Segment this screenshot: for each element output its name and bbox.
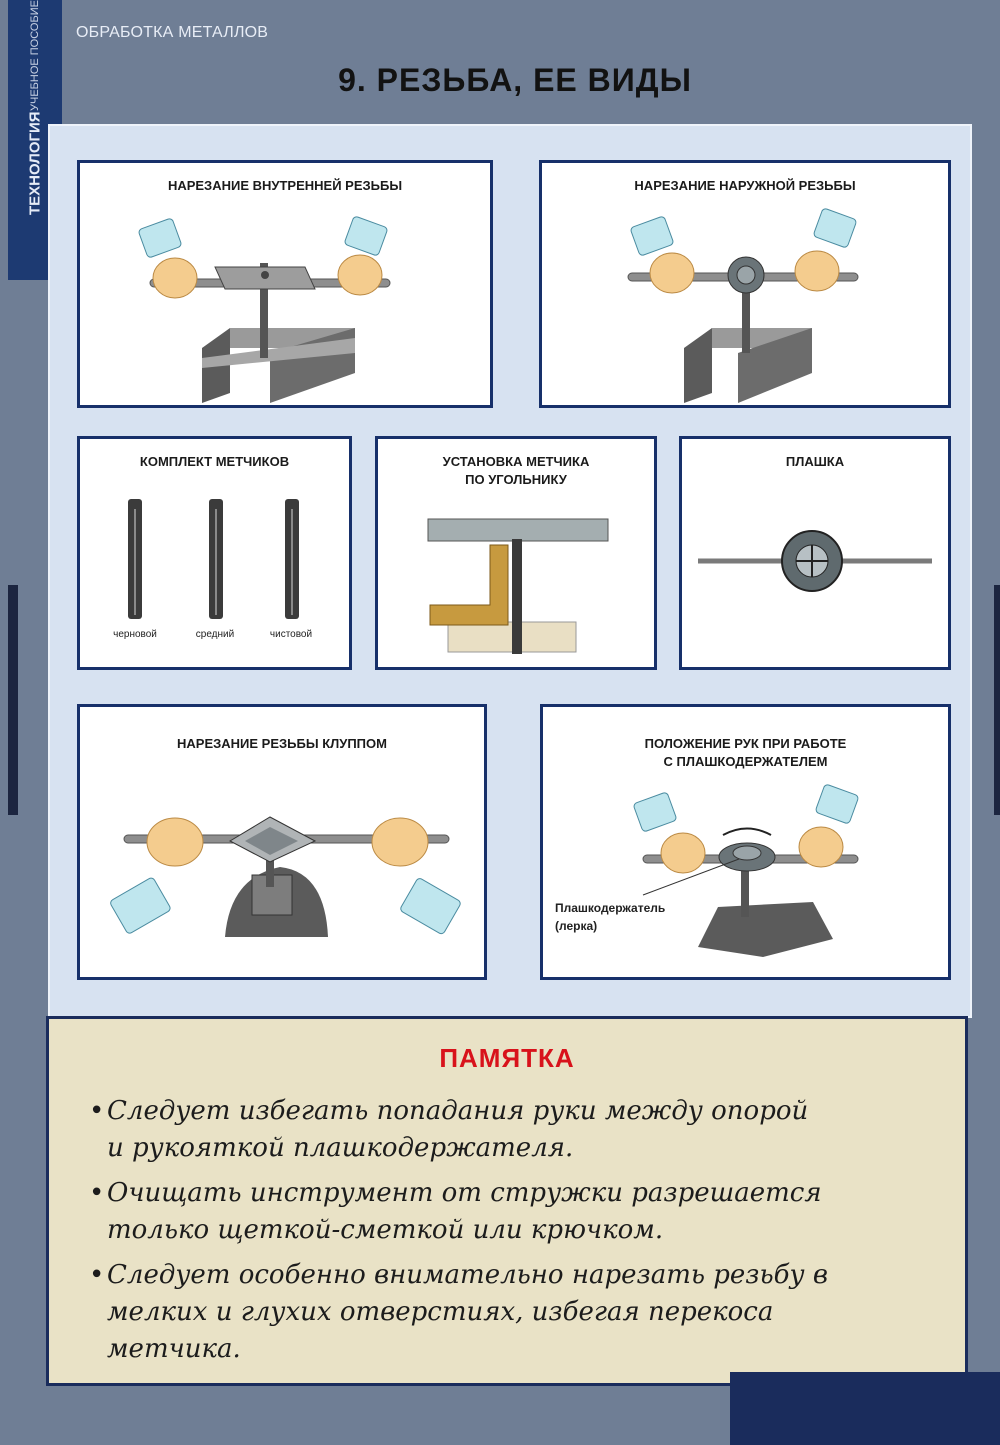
memo-item-line3: метчика.: [107, 1334, 241, 1364]
memo-item: [89, 1175, 929, 1249]
panel-title-line2: С ПЛАШКОДЕРЖАТЕЛЕМ: [663, 754, 828, 769]
panel-tap-set: [77, 436, 352, 670]
panel-title-line1: ПОЛОЖЕНИЕ РУК ПРИ РАБОТЕ: [644, 736, 847, 751]
panel-internal-threading: [77, 160, 493, 408]
clupp-illustration: [80, 707, 484, 977]
die-stock-illustration: [542, 163, 948, 405]
memo-title: ПАМЯТКА: [439, 1043, 575, 1073]
memo-list: [89, 1093, 929, 1376]
memo-box: [46, 1016, 968, 1386]
tap-label-rough: черновой: [113, 629, 157, 640]
bullet: •: [89, 1178, 105, 1208]
square-illustration: [378, 439, 654, 667]
callout-line1: Плашкодержатель: [555, 901, 666, 915]
corner-block: [730, 1372, 1000, 1445]
side-edge-mark-right: [994, 585, 1000, 815]
memo-item: [89, 1093, 929, 1167]
panel-title: НАРЕЗАНИЕ РЕЗЬБЫ КЛУППОМ: [177, 736, 387, 751]
panel-title: ПЛАШКА: [785, 454, 845, 469]
tap-label-medium: средний: [195, 629, 235, 640]
memo-item-line1: Следует особенно внимательно нарезать резьбу в: [107, 1260, 828, 1290]
panel-title-line2: ПО УГОЛЬНИКУ: [465, 472, 567, 487]
memo-item: [89, 1257, 929, 1368]
page-title: 9. РЕЗЬБА, ЕЕ ВИДЫ: [338, 62, 692, 98]
illustration-board: [48, 124, 972, 1018]
memo-item-line2: и рукояткой плашкодержателя.: [107, 1133, 574, 1163]
memo-item-line2: только щеткой-сметкой или крючком.: [107, 1215, 664, 1245]
spine-subtitle: УЧЕБНОЕ ПОСОБИЕ: [29, 0, 41, 111]
die-holder-illustration: [543, 707, 948, 977]
section-label: ОБРАБОТКА МЕТАЛЛОВ: [76, 24, 269, 41]
panel-title-line1: УСТАНОВКА МЕТЧИКА: [442, 454, 590, 469]
panel-hands-position: [540, 704, 951, 980]
die-illustration: [682, 439, 948, 667]
memo-item-line2: мелких и глухих отверстиях, избегая перекоса: [107, 1297, 774, 1327]
panel-clupp-threading: [77, 704, 487, 980]
bullet: •: [89, 1260, 105, 1290]
panel-die: [679, 436, 951, 670]
panel-title: НАРЕЗАНИЕ ВНУТРЕННЕЙ РЕЗЬБЫ: [167, 178, 403, 193]
side-edge-mark: [8, 585, 18, 815]
tap-label-finish: чистовой: [269, 629, 313, 640]
bullet: •: [89, 1096, 105, 1126]
spine-title: ТЕХНОЛОГИЯ: [26, 110, 44, 215]
memo-item-line1: Следует избегать попадания руки между опорой: [107, 1096, 809, 1126]
callout-line2: (лерка): [555, 919, 598, 933]
panel-title: НАРЕЗАНИЕ НАРУЖНОЙ РЕЗЬБЫ: [634, 178, 856, 193]
tap-wrench-illustration: [80, 163, 490, 405]
panel-title: КОМПЛЕКТ МЕТЧИКОВ: [139, 454, 290, 469]
panel-tap-square: [375, 436, 657, 670]
callout-label: [555, 899, 665, 935]
panel-external-threading: [539, 160, 951, 408]
memo-item-line1: Очищать инструмент от стружки разрешается: [107, 1178, 822, 1208]
